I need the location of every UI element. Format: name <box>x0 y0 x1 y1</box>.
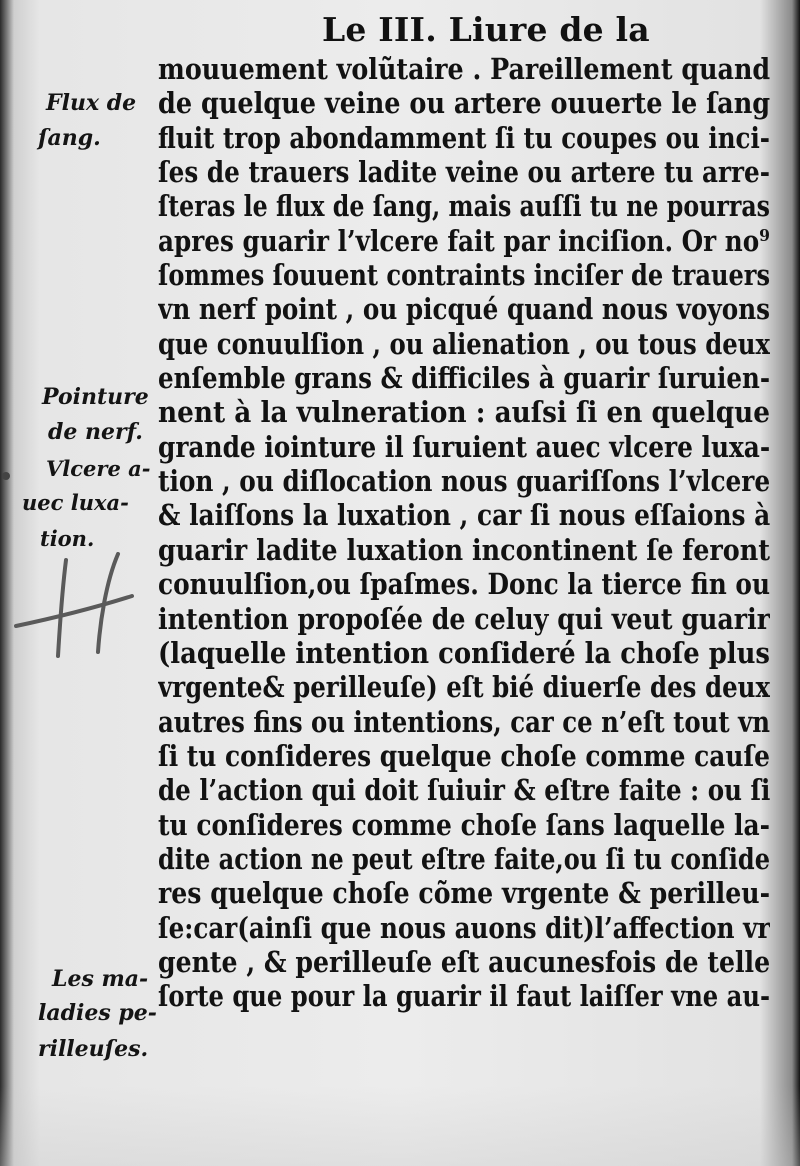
margin-note-maladies-line3: rilleuſes. <box>38 1036 149 1062</box>
text-line: guarir ladite luxation incontinent ſe feront <box>158 532 770 567</box>
text-line: (laquelle intention conſideré la choſe plus <box>158 635 770 670</box>
text-line: res quelque choſe cõme vrgente & perilleu- <box>158 876 770 911</box>
text-line: vn nerf point , ou picqué quand nous voyons <box>158 292 770 327</box>
margin-note-flux-de-sang-line2: ſang. <box>38 125 101 151</box>
margin-note-pointure-line2: de nerf. <box>48 419 143 445</box>
text-line: tu conſideres comme choſe ſans laquelle la- <box>158 807 770 842</box>
text-line: ſi tu conſideres quelque choſe comme cauſe <box>158 738 770 773</box>
text-line: ſes de trauers ladite veine ou artere tu arre- <box>158 155 770 190</box>
handwritten-mark <box>14 552 134 662</box>
text-line: autres fins ou intentions, car ce n’eſt tout vn <box>158 704 770 739</box>
margin-note-vlcere-line3: tion. <box>40 526 95 551</box>
margin-note-pointure-line1: Pointure <box>42 384 149 410</box>
text-line: tion , ou diſlocation nous guariſſons l’vlcere <box>158 464 770 499</box>
text-line: nent à la vulneration : auſsi ſi en quelque <box>158 395 770 430</box>
body-text <box>158 52 770 1014</box>
margin-note-vlcere-line2: uec luxa- <box>22 490 129 515</box>
margin-note-maladies-line1: Les ma- <box>52 966 149 992</box>
text-line: conuulſion,ou ſpaſmes. Donc la tierce fin ou <box>158 567 770 602</box>
margin-note-maladies-line2: ladies pe- <box>38 1000 157 1026</box>
text-line: ſteras le flux de ſang, mais auſſi tu ne pourras <box>158 189 770 224</box>
text-line: enſemble grans & difficiles à guarir ſuruien- <box>158 361 770 396</box>
text-line: vrgente& perilleuſe) eſt bié diuerſe des deux <box>158 670 770 705</box>
margin-note-flux-de-sang-line1: Flux de <box>46 90 137 116</box>
text-line: fluit trop abondamment ſi tu coupes ou inci- <box>158 120 770 155</box>
text-line: de l’action qui doit ſuiuir & eſtre faite : ou ſi <box>158 773 770 808</box>
edge-dot <box>2 472 10 480</box>
text-line: dite action ne peut eſtre faite,ou ſi tu conſide <box>158 841 770 876</box>
text-line: mouuement volũtaire . Pareillement quand <box>158 52 770 86</box>
running-header: Le III. Liure de la <box>322 10 650 49</box>
text-line: intention propoſée de celuy qui veut guarir <box>158 601 770 636</box>
text-line: apres guarir l’vlcere fait par inciſion. Or no⁹ <box>158 223 770 258</box>
text-line: ſorte que pour la guarir il faut laiſſer vne au- <box>158 979 770 1014</box>
text-line: que conuulſion , ou alienation , ou tous deux <box>158 326 770 361</box>
text-line: ſe:car(ainſi que nous auons dit)l’affection vr <box>158 910 770 945</box>
text-line: grande iointure il ſuruient auec vlcere luxa- <box>158 429 770 464</box>
margin-note-vlcere-line1: Vlcere a- <box>46 456 151 481</box>
text-line: gente , & perilleuſe eſt aucunesfois de telle <box>158 944 770 979</box>
text-line: ſommes ſouuent contraints inciſer de trauers <box>158 258 770 293</box>
text-line: de quelque veine ou artere ouuerte le ſang <box>158 86 770 121</box>
text-line: & laiſſons la luxation , car ſi nous eſſaions à <box>158 498 770 533</box>
